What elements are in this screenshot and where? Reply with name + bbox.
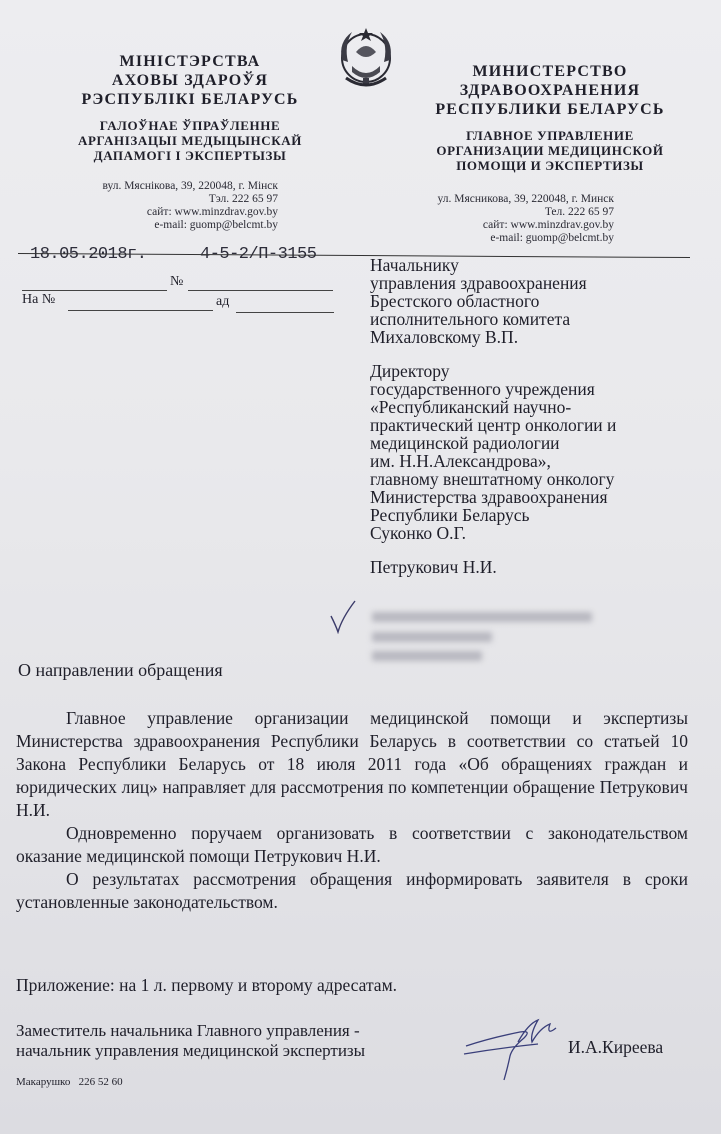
site-by: сайт: www.minzdrav.gov.by	[146, 206, 278, 218]
handwritten-signature-icon	[460, 1008, 570, 1088]
redacted-address-line	[372, 651, 482, 661]
signer-title	[16, 1021, 365, 1061]
email-ru: e-mail: guomp@belcmt.by	[490, 232, 614, 244]
body-paragraph: Главное управление организации медицинской помощи и экспертизы Министерства здравоохранения Республики Беларусь в соответствии со статьей 10 Закона Республики Беларусь от 18 июля 2011 года «Об обращениях граждан и юридических лиц» направляет для рассмотрения по компетенции обращение Петрукович Н.И.	[16, 708, 688, 820]
department-name-by-line: ДАПАМОГI I ЭКСПЕРТЫЗЫ	[93, 148, 287, 163]
phone-by: Тэл. 222 65 97	[208, 193, 278, 205]
check-mark-icon	[328, 598, 358, 634]
state-emblem-icon	[330, 22, 402, 92]
addressee-line: Начальнику	[370, 255, 459, 275]
number-sign-label: №	[170, 274, 184, 289]
reference-date-underline	[236, 312, 334, 313]
addressee-block	[370, 256, 710, 576]
addressee-line: медицинской радиологии	[370, 433, 560, 453]
addressee-line: Брестского областного	[370, 291, 540, 311]
registration-number: 4-5-2/П-3155	[200, 245, 317, 264]
ministry-name-by-line: РЭСПУБЛIКI БЕЛАРУСЬ	[81, 91, 299, 108]
ministry-name-by-line: МIНIСТЭРСТВА	[119, 53, 261, 70]
date-underline	[22, 290, 167, 291]
ministry-name-ru-line: ЗДРАВООХРАНЕНИЯ	[459, 82, 641, 99]
reference-from-label: ад	[216, 294, 230, 309]
redacted-address-line	[372, 612, 592, 622]
department-name-ru-line: ОРГАНИЗАЦИИ МЕДИЦИНСКОЙ	[436, 143, 664, 158]
appendix-note: Приложение: на 1 л. первому и второму адресатам.	[16, 975, 398, 995]
redacted-address-line	[372, 632, 492, 642]
addressee-line: главному внештатному онкологу	[370, 469, 615, 489]
reference-label: На №	[22, 292, 56, 307]
addressee-line: исполнительного комитета	[370, 309, 571, 329]
addressee-line: Республики Беларусь	[370, 505, 530, 525]
ministry-name-by-line: АХОВЫ ЗДАРОЎЯ	[111, 72, 269, 89]
number-underline	[188, 290, 333, 291]
executor-contact: Макарушко 226 52 60	[16, 1076, 123, 1088]
department-name-by-line: АРГАНIЗАЦЫI МЕДЫЦЫНСКАЙ	[78, 133, 302, 148]
addressee-line: Министерства здравоохранения	[370, 487, 608, 507]
address-ru: ул. Мясникова, 39, 220048, г. Минск	[437, 193, 614, 205]
letter-body	[16, 707, 688, 914]
addressee-line: Михаловскому В.П.	[370, 327, 519, 347]
addressee-line: Суконко О.Г.	[370, 523, 466, 543]
letter-subject: О направлении обращения	[18, 660, 223, 680]
signer-title-line: Заместитель начальника Главного управления -	[16, 1021, 360, 1040]
signer-name: И.А.Киреева	[568, 1037, 664, 1057]
signer-title-line: начальник управления медицинской экспертизы	[16, 1041, 366, 1060]
department-name-ru-line: ГЛАВНОЕ УПРАВЛЕНИЕ	[466, 128, 634, 143]
reference-number-underline	[68, 310, 213, 311]
addressee-line: государственного учреждения	[370, 379, 595, 399]
body-paragraph: О результатах рассмотрения обращения информировать заявителя в сроки установленные законодательством.	[16, 869, 688, 912]
phone-ru: Тел. 222 65 97	[544, 206, 614, 218]
registration-date: 18.05.2018г.	[30, 245, 147, 264]
site-ru: сайт: www.minzdrav.gov.by	[482, 219, 614, 231]
contact-block-ru	[400, 193, 614, 245]
addressee-line: Директору	[370, 361, 450, 381]
header-belarusian	[40, 52, 340, 163]
department-name-ru-line: ПОМОЩИ И ЭКСПЕРТИЗЫ	[456, 158, 644, 173]
ministry-name-ru-line: МИНИСТЕРСТВО	[472, 63, 628, 80]
body-paragraph: Одновременно поручаем организовать в соответствии с законодательством оказание медицинской помощи Петрукович Н.И.	[16, 823, 688, 866]
addressee-line: «Республиканский научно-	[370, 397, 572, 417]
addressee-line: управления здравоохранения	[370, 273, 587, 293]
contact-block-by	[40, 180, 278, 232]
department-name-by-line: ГАЛОЎНАЕ ЎПРАЎЛЕННЕ	[99, 118, 281, 133]
addressee-line: Петрукович Н.И.	[370, 557, 497, 577]
addressee-line: им. Н.Н.Александрова»,	[370, 451, 551, 471]
email-by: e-mail: guomp@belcmt.by	[154, 219, 278, 231]
address-by: вул. Мяснiкова, 39, 220048, г. Мiнск	[102, 180, 278, 192]
ministry-name-ru-line: РЕСПУБЛИКИ БЕЛАРУСЬ	[435, 101, 665, 118]
addressee-line: практический центр онкологии и	[370, 415, 617, 435]
header-russian	[405, 62, 695, 173]
